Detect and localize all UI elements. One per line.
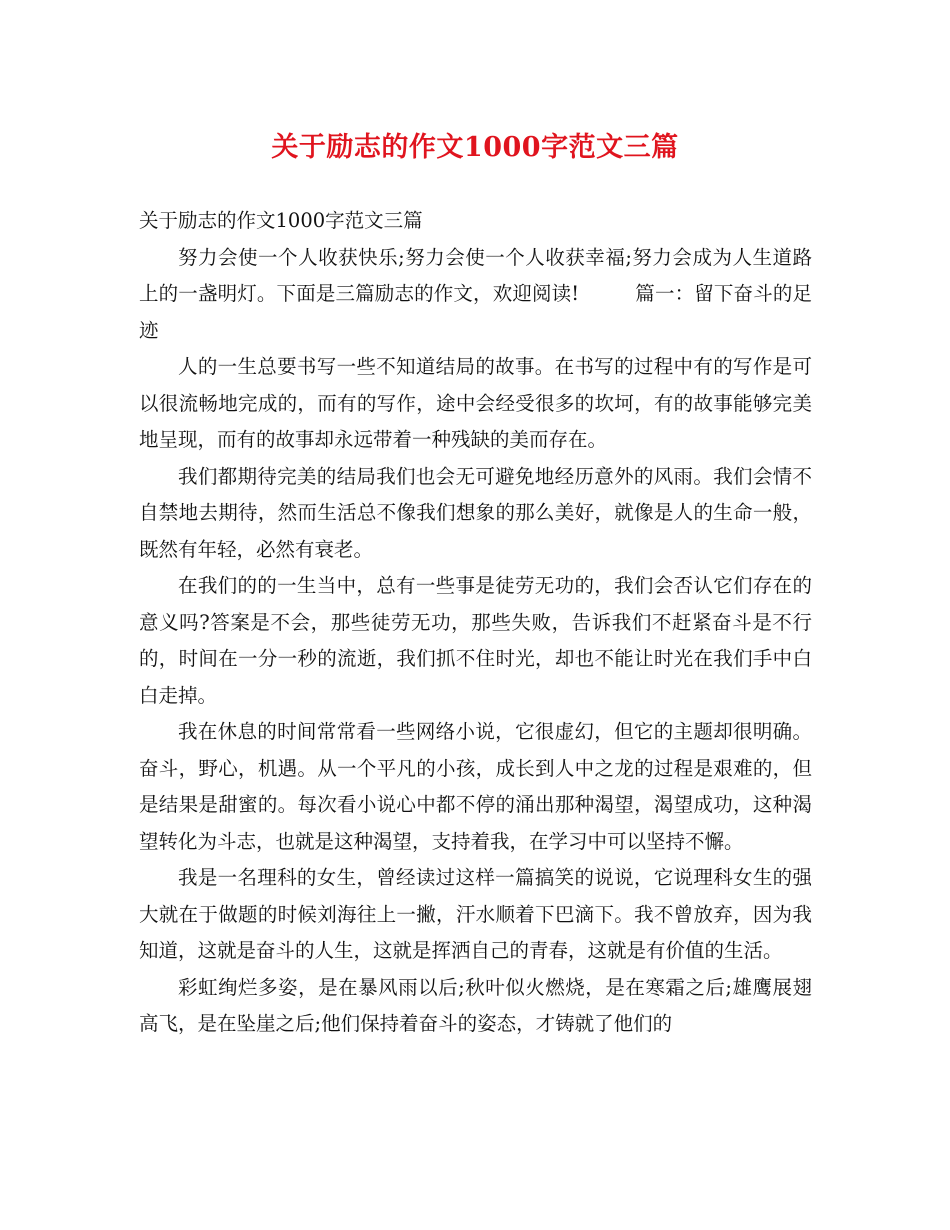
body-paragraph: 我们都期待完美的结局我们也会无可避免地经历意外的风雨。我们会情不自禁地去期待，然而生活总不像我们想象的那么美好，就像是人的生命一般，既然有年轻，必然有衰老。 — [139, 464, 812, 561]
body-paragraph: 彩虹绚烂多姿，是在暴风雨以后;秋叶似火燃烧，是在寒霜之后;雄鹰展翅高飞，是在坠崖之后;他们保持着奋斗的姿态，才铸就了他们的 — [139, 975, 812, 1035]
intro-paragraph — [139, 240, 812, 350]
body-paragraph: 我在休息的时间常常看一些网络小说，它很虚幻，但它的主题却很明确。奋斗，野心，机遇。从一个平凡的小孩，成长到人中之龙的过程是艰难的，但是结果是甜蜜的。每次看小说心中都不停的涌出那种渴望，渴望成功，这种渴望转化为斗志，也就是这种渴望，支持着我，在学习中可以坚持不懈。 — [139, 720, 812, 853]
body-paragraph: 在我们的的一生当中，总有一些事是徒劳无功的，我们会否认它们存在的意义吗?答案是不会，那些徒劳无功，那些失败，告诉我们不赶紧奋斗是不行的，时间在一分一秒的流逝，我们抓不住时光，却也不能让时光在我们手中白白走掉。 — [139, 574, 812, 707]
document-title: 关于励志的作文1000字范文三篇 — [271, 132, 679, 163]
body-paragraph: 我是一名理科的女生，曾经读过这样一篇搞笑的说说，它说理科女生的强大就在于做题的时候刘海往上一撇，汗水顺着下巴滴下。我不曾放弃，因为我知道，这就是奋斗的人生，这就是挥洒自己的青春，这就是有价值的生活。 — [139, 866, 812, 962]
document-body — [139, 203, 812, 1043]
body-paragraph: 人的一生总要书写一些不知道结局的故事。在书写的过程中有的写作是可以很流畅地完成的，而有的写作，途中会经受很多的坎坷，有的故事能够完美地呈现，而有的故事却永远带着一种残缺的美而存在。 — [139, 355, 812, 451]
document-subtitle: 关于励志的作文1000字范文三篇 — [139, 209, 423, 232]
intro-text: 努力会使一个人收获快乐;努力会使一个人收获幸福;努力会成为人生道路上的一盏明灯。下面是三篇励志的作文，欢迎阅读! — [139, 245, 812, 305]
section-heading: 篇一：留下奋斗的足迹 — [139, 282, 812, 342]
